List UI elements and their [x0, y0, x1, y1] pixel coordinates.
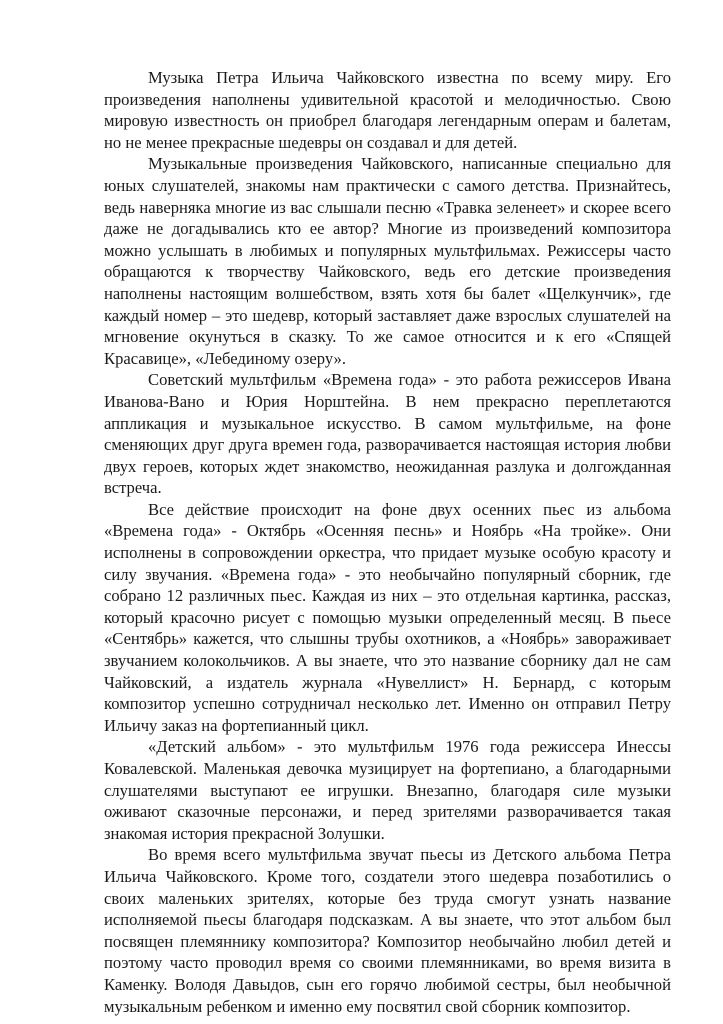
paragraph-children-works: Музыкальные произведения Чайковского, написанные специально для юных слушателей, знакомы нам практически с самого детства. Признайтесь, ведь наверняка многие из вас слышали песню «Травка зеленеет» и скорее всего даже не догадывались кто ее автор? Многие из произведений композитора можно услышать в любимых и популярных мультфильмах. Режиссеры часто обращаются к творчеству Чайковского, ведь его детские произведения наполнены настоящим волшебством, взять хотя бы балет «Щелкунчик», где каждый номер – это шедевр, который заставляет даже взрослых слушателей на мгновение окунуться в сказку. То же самое относится и к его «Спящей Красавице», «Лебединому озеру».	[104, 154, 671, 368]
paragraph-intro: Музыка Петра Ильича Чайковского известна по всему миру. Его произведения наполнены удивительной красотой и мелодичностью. Свою мировую известность он приобрел благодаря легендарным операм и балетам, но не менее прекрасные шедевры он создавал и для детей.	[104, 68, 671, 152]
document-page	[104, 67, 671, 1017]
paragraph-children-album-cartoon: «Детский альбом» - это мультфильм 1976 года режиссера Инессы Ковалевской. Маленькая девочка музицирует на фортепиано, а благодарными слушателями выступают ее игрушки. Внезапно, благодаря силе музыки оживают сказочные персонажи, и перед зрителями разворачивается такая знакомая история прекрасной Золушки.	[104, 737, 671, 843]
paragraph-seasons-cartoon: Советский мультфильм «Времена года» - это работа режиссеров Ивана Иванова-Вано и Юрия Норштейна. В нем прекрасно переплетаются аппликация и музыкальное искусство. В самом мультфильме, на фоне сменяющих друг друга времен года, разворачивается настоящая история любви двух героев, которых ждет знакомство, неожиданная разлука и долгожданная встреча.	[104, 370, 671, 498]
paragraph-children-album-dedication: Во время всего мультфильма звучат пьесы из Детского альбома Петра Ильича Чайковского. Кроме того, создатели этого шедевра позаботились о своих маленьких зрителях, которые без труда смогут узнать название исполняемой пьесы благодаря подсказкам. А вы знаете, что этот альбом был посвящен племяннику композитора? Композитор необычайно любил детей и поэтому часто проводил время со своими племянниками, во время визита в Каменку. Володя Давыдов, сын его горячо любимой сестры, был необычной музыкальным ребенком и именно ему посвятил свой сборник композитор.	[104, 845, 671, 1016]
paragraph-seasons-album: Все действие происходит на фоне двух осенних пьес из альбома «Времена года» - Октябрь «Осенняя песнь» и Ноябрь «На тройке». Они исполнены в сопровождении оркестра, что придает музыке особую красоту и силу звучания. «Времена года» - это необычайно популярный сборник, где собрано 12 различных пьес. Каждая из них – это отдельная картинка, рассказ, который красочно рисует с помощью музыки определенный месяц. В пьесе «Сентябрь» кажется, что слышны трубы охотников, а «Ноябрь» завораживает звучанием колокольчиков. А вы знаете, что это название сборнику дал не сам Чайковский, а издатель журнала «Нувеллист» Н. Бернард, с которым композитор успешно сотрудничал несколько лет. Именно он отправил Петру Ильичу заказ на фортепианный цикл.	[104, 499, 671, 735]
